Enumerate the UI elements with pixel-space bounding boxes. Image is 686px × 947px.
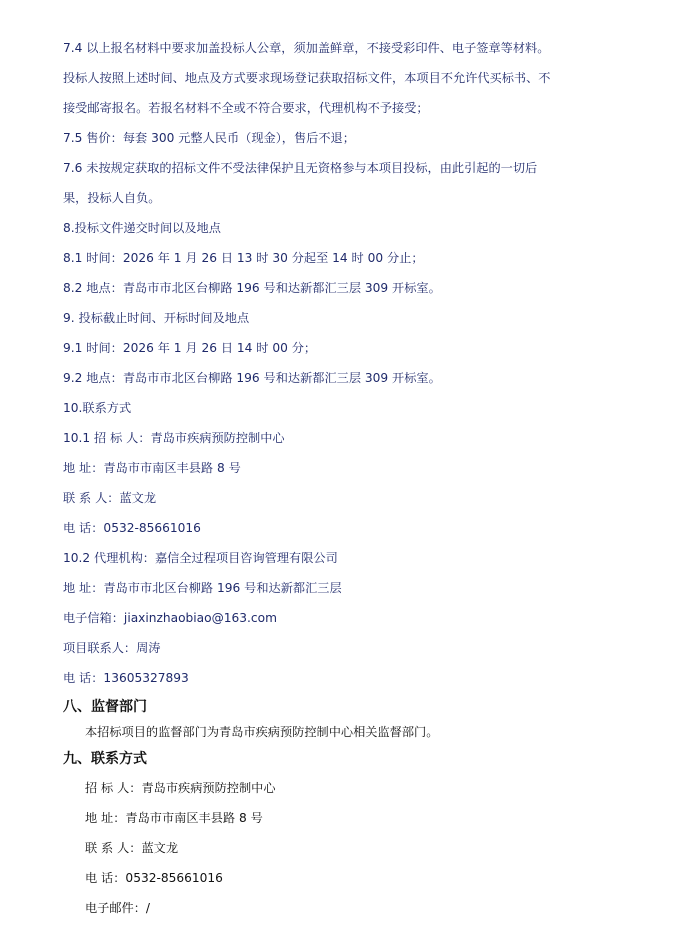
text-line-7-6-a: 7.6 未按规定获取的招标文件不受法律保护且无资格参与本项目投标，由此引起的一切后: [63, 161, 538, 175]
section-10-title: 10.联系方式: [63, 401, 132, 415]
agency-address-line: 地 址：青岛市市北区台柳路 196 号和达新都汇三层: [63, 581, 342, 595]
tenderer-contact-line: 联 系 人：蓝文龙: [63, 491, 157, 505]
text-line-8-2: 8.2 地点：青岛市市北区台柳路 196 号和达新都汇三层 309 开标室。: [63, 281, 441, 295]
text-line-9-1: 9.1 时间：2026 年 1 月 26 日 14 时 00 分；: [63, 341, 317, 355]
text-line-9-2: 9.2 地点：青岛市市北区台柳路 196 号和达新都汇三层 309 开标室。: [63, 371, 441, 385]
project-contact-line: 项目联系人：周涛: [63, 641, 161, 655]
agency-phone-line: 电 话：13605327893: [63, 671, 189, 685]
agency-email-line: 电子信箱：jiaxinzhaobiao@163.com: [63, 611, 277, 625]
supervision-text: 本招标项目的监督部门为青岛市疾病预防控制中心相关监督部门。: [85, 725, 439, 739]
tenderer-address-line: 地 址：青岛市市南区丰县路 8 号: [63, 461, 241, 475]
text-line-7-4-a: 7.4 以上报名材料中要求加盖投标人公章，须加盖鲜章，不接受彩印件、电子签章等材料。: [63, 41, 550, 55]
supervision-heading: 八、监督部门: [63, 699, 147, 715]
contact-tenderer-line: 招 标 人：青岛市疾病预防控制中心: [85, 781, 276, 795]
text-line-7-4-c: 接受邮寄报名。若报名材料不全或不符合要求，代理机构不予接受；: [63, 101, 429, 115]
text-line-7-4-b: 投标人按照上述时间、地点及方式要求现场登记获取招标文件，本项目不允许代买标书、不: [63, 71, 551, 85]
text-line-7-6-b: 果，投标人自负。: [63, 191, 161, 205]
contact-address-line: 地 址：青岛市市南区丰县路 8 号: [85, 811, 263, 825]
tenderer-phone-line: 电 话：0532-85661016: [63, 521, 201, 535]
contact-heading: 九、联系方式: [63, 751, 147, 767]
contact-phone-line: 电 话：0532-85661016: [85, 871, 223, 885]
contact-person-line: 联 系 人：蓝文龙: [85, 841, 179, 855]
section-8-title: 8.投标文件递交时间以及地点: [63, 221, 221, 235]
contact-email-line: 电子邮件：/: [85, 901, 151, 915]
text-line-7-5: 7.5 售价：每套 300 元整人民币（现金），售后不退；: [63, 131, 355, 145]
agency-line: 10.2 代理机构：嘉信全过程项目咨询管理有限公司: [63, 551, 338, 565]
text-line-8-1: 8.1 时间：2026 年 1 月 26 日 13 时 30 分起至 14 时 00 分止；: [63, 251, 424, 265]
section-9-title: 9. 投标截止时间、开标时间及地点: [63, 311, 250, 325]
tenderer-line: 10.1 招 标 人：青岛市疾病预防控制中心: [63, 431, 285, 445]
